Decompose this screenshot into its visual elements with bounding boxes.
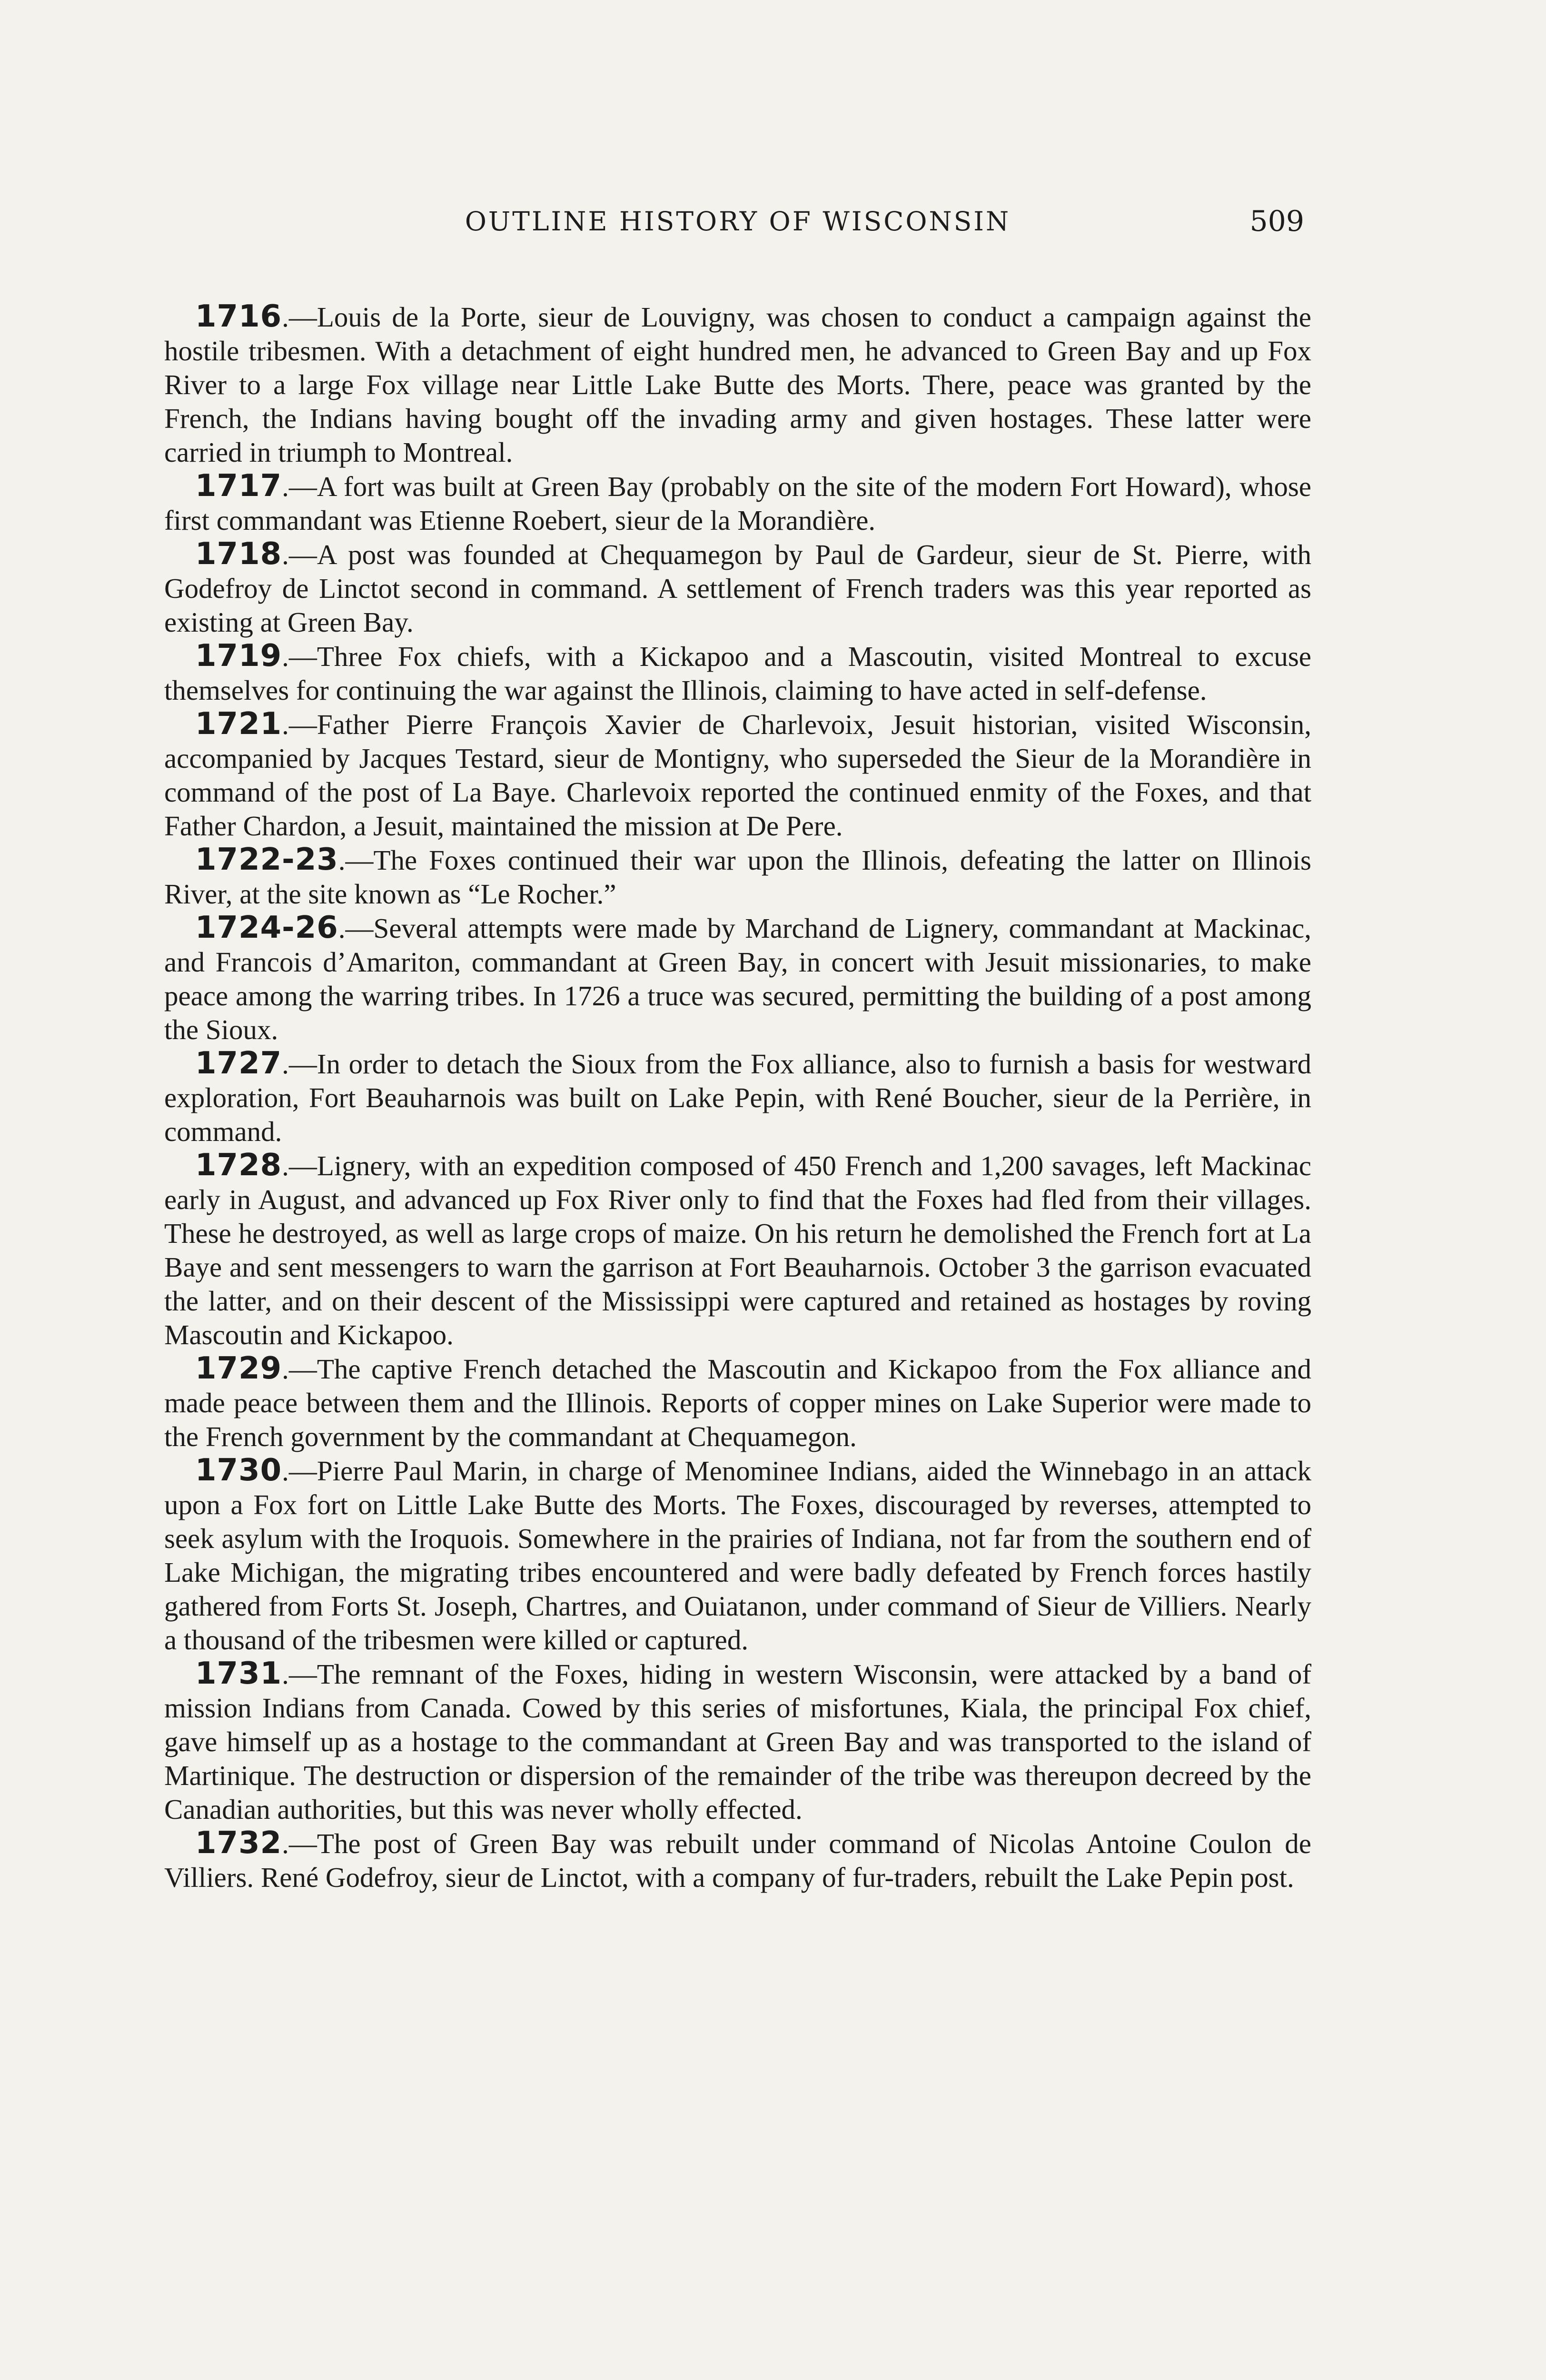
entry-text: .—Louis de la Porte, sieur de Louvigny, was chosen to conduct a campaign against the hostile tribesmen. With a detachment of eight hundred men, he advanced to Green Bay and up Fox River to a large Fox village near Little Lake Butte des Morts. There, peace was granted by the French, the Indians having bought off the invading army and given hostages. These latter were carried in triumph to Montreal. — [164, 301, 1311, 468]
page-header — [164, 202, 1311, 240]
entry-text: .—In order to detach the Sioux from the Fox alliance, also to furnish a basis for westward exploration, Fort Beauharnois was built on Lake Pepin, with René Boucher, sieur de la Perrière, in command. — [164, 1048, 1311, 1147]
entry-text: .—The captive French detached the Mascoutin and Kickapoo from the Fox alliance and made peace between them and the Illinois. Reports of copper mines on Lake Superior were made to the French government by the commandant at Chequamegon. — [164, 1353, 1311, 1452]
entry-year: 1724-26 — [195, 910, 338, 945]
entry-text: .—Lignery, with an expedition composed of 450 French and 1,200 savages, left Mackinac early in August, and advanced up Fox River only to find that the Foxes had fled from their villages. These he destroyed, as well as large crops of maize. On his return he demolished the French fort at La Baye and sent messengers to warn the garrison at Fort Beauharnois. October 3 the garrison evacuated the latter, and on their descent of the Mississippi were captured and retained as hostages by roving Mascoutin and Kickapoo. — [164, 1150, 1311, 1350]
entry-1716 — [164, 300, 1311, 469]
entry-text: .—The post of Green Bay was rebuilt under command of Nicolas Antoine Coulon de Villiers. René Godefroy, sieur de Linctot, with a company of fur-traders, rebuilt the Lake Pepin post. — [164, 1828, 1311, 1893]
entry-1732 — [164, 1826, 1311, 1894]
running-title: OUTLINE HISTORY OF WISCONSIN — [465, 206, 1011, 237]
entry-text: .—A post was founded at Chequamegon by Paul de Gardeur, sieur de St. Pierre, with Godefroy de Linctot second in command. A settlement of French traders was this year reported as existing at Green Bay. — [164, 539, 1311, 638]
page-number: 509 — [1249, 205, 1304, 238]
chronology-entries — [164, 300, 1311, 1894]
entry-year: 1716 — [195, 299, 282, 334]
entry-1717 — [164, 469, 1311, 537]
entry-year: 1732 — [195, 1825, 282, 1861]
entry-year: 1727 — [195, 1046, 282, 1081]
entry-year: 1719 — [195, 638, 282, 674]
entry-1729 — [164, 1352, 1311, 1454]
entry-year: 1721 — [195, 706, 282, 742]
entry-text: .—Father Pierre François Xavier de Charlevoix, Jesuit historian, visited Wisconsin, accompanied by Jacques Testard, sieur de Montigny, who superseded the Sieur de la Morandière in command of the post of La Baye. Charlevoix reported the continued enmity of the Foxes, and that Father Chardon, a Jesuit, maintained the mission at De Pere. — [164, 709, 1311, 842]
entry-year: 1730 — [195, 1453, 282, 1488]
entry-1718 — [164, 537, 1311, 639]
entry-year: 1728 — [195, 1148, 282, 1183]
entry-1721 — [164, 707, 1311, 843]
entry-1719 — [164, 639, 1311, 707]
entry-1722-23 — [164, 843, 1311, 911]
entry-year: 1718 — [195, 536, 282, 572]
entry-1727 — [164, 1047, 1311, 1149]
entry-year: 1717 — [195, 468, 282, 504]
entry-1731 — [164, 1657, 1311, 1826]
entry-text: .—A fort was built at Green Bay (probably on the site of the modern Fort Howard), whose first commandant was Etienne Roebert, sieur de la Morandière. — [164, 471, 1311, 536]
entry-text: .—Three Fox chiefs, with a Kickapoo and a Mascoutin, visited Montreal to excuse themselves for continuing the war against the Illinois, claiming to have acted in self-defense. — [164, 641, 1311, 706]
entry-text: .—Pierre Paul Marin, in charge of Menominee Indians, aided the Winnebago in an attack upon a Fox fort on Little Lake Butte des Morts. The Foxes, discouraged by reverses, attempted to seek asylum with the Iroquois. Somewhere in the prairies of Indiana, not far from the southern end of Lake Michigan, the migrating tribes encountered and were badly defeated by French forces hastily gathered from Forts St. Joseph, Chartres, and Ouiatanon, under command of Sieur de Villiers. Nearly a thousand of the tribesmen were killed or captured. — [164, 1455, 1311, 1656]
book-page — [164, 0, 1311, 2380]
entry-1724-26 — [164, 911, 1311, 1047]
entry-1728 — [164, 1149, 1311, 1352]
entry-1730 — [164, 1454, 1311, 1657]
entry-text: .—The remnant of the Foxes, hiding in western Wisconsin, were attacked by a band of mission Indians from Canada. Cowed by this series of misfortunes, Kiala, the principal Fox chief, gave himself up as a hostage to the commandant at Green Bay and was transported to the island of Martinique. The destruction or dispersion of the remainder of the tribe was thereupon decreed by the Canadian authorities, but this was never wholly effected. — [164, 1658, 1311, 1825]
entry-year: 1729 — [195, 1351, 282, 1386]
entry-year: 1731 — [195, 1656, 282, 1691]
entry-year: 1722-23 — [195, 842, 338, 877]
entry-text: .—Several attempts were made by Marchand de Lignery, commandant at Mackinac, and Francois d’Amariton, commandant at Green Bay, in concert with Jesuit missionaries, to make peace among the warring tribes. In 1726 a truce was secured, permitting the building of a post among the Sioux. — [164, 912, 1311, 1045]
entry-text: .—The Foxes continued their war upon the Illinois, defeating the latter on Illinois River, at the site known as “Le Rocher.” — [164, 844, 1311, 910]
